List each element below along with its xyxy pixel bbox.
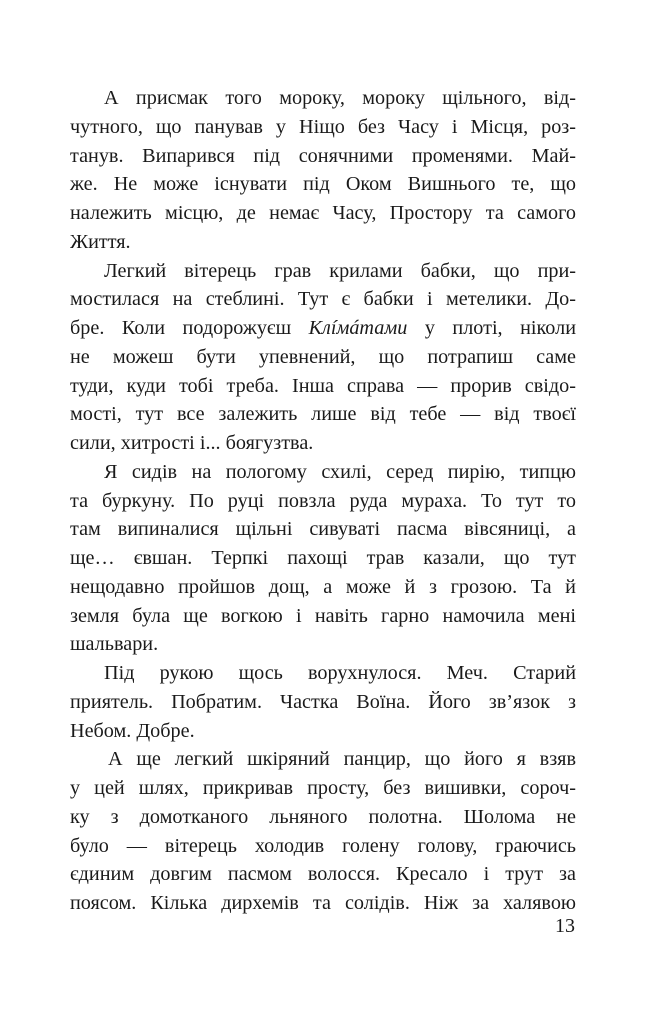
text-line xyxy=(70,774,576,803)
text-line xyxy=(70,400,576,429)
text-span: мості, тут все залежить лише від тебе — від твоєї xyxy=(70,403,576,426)
text-span: приятель. Побратим. Частка Воїна. Його зв’язок з xyxy=(70,690,576,713)
text-span: єдиним довгим пасмом волосся. Кресало і трут за xyxy=(70,863,576,886)
text-span: А ще легкий шкіряний панцир, що його я взяв xyxy=(108,748,576,771)
text-line xyxy=(70,372,576,401)
text-span: Легкий вітерець грав крилами бабки, що при- xyxy=(104,259,576,282)
text-line xyxy=(70,832,576,861)
text-line xyxy=(70,717,576,746)
text-line xyxy=(70,343,576,372)
text-line xyxy=(70,659,576,688)
body-text xyxy=(70,84,576,918)
text-line xyxy=(70,630,576,659)
text-span: у цей шлях, прикривав просту, без вишивки, сороч- xyxy=(70,777,576,799)
text-line xyxy=(70,429,576,458)
text-line xyxy=(70,573,576,602)
paragraph xyxy=(70,458,576,659)
text-span: земля була ще вогкою і навіть гарно намочила мені xyxy=(70,604,576,627)
text-span: нещодавно пройшов дощ, а може й з грозою. Та й xyxy=(70,575,576,598)
text-line xyxy=(70,602,576,631)
text-span: же. Не може існувати під Оком Вишнього те, що xyxy=(70,173,576,196)
text-span: чутного, що панував у Ніщо без Часу і Місця, роз- xyxy=(70,115,576,138)
text-span: Небом. Добре. xyxy=(70,719,195,742)
text-span: сили, хитрості і... боягузтва. xyxy=(70,432,314,454)
text-line xyxy=(70,487,576,516)
text-line xyxy=(70,515,576,544)
text-line xyxy=(70,199,576,228)
text-span: було — вітерець холодив голену голову, граючись xyxy=(70,834,576,857)
text-line xyxy=(70,285,576,314)
text-line xyxy=(70,257,576,286)
text-line xyxy=(70,688,576,717)
text-line xyxy=(70,803,576,832)
italic-term: Клíмáтами xyxy=(308,317,408,339)
text-span: Під рукою щось ворухнулося. Меч. Старий xyxy=(104,662,576,684)
text-line xyxy=(70,458,576,487)
text-span: ку з домотканого льняного полотна. Шолома не xyxy=(70,805,576,828)
text-span: не можеш бути упевнений, що потрапиш саме xyxy=(70,345,576,368)
text-span: там випиналися щільні сивуваті пасма вівсяниці, а xyxy=(70,518,576,541)
text-line xyxy=(70,170,576,199)
text-span: ще… євшан. Терпкі пахощі трав казали, що тут xyxy=(70,547,576,569)
text-span: шальвари. xyxy=(70,633,159,656)
text-span: та буркуну. По руці повзла руда мураха. То тут то xyxy=(70,489,576,512)
text-line xyxy=(70,745,576,774)
text-span: Я сидів на пологому схилі, серед пирію, типцю xyxy=(104,460,576,483)
text-line xyxy=(70,84,576,113)
text-span: мостилася на стеблині. Тут є бабки і метелики. До- xyxy=(70,288,576,311)
page-number: 13 xyxy=(555,915,575,937)
text-span: бре. Коли подорожуєш xyxy=(70,317,309,339)
text-span: у плоті, ніколи xyxy=(407,317,576,339)
text-span: поясом. Кілька дирхемів та солідів. Ніж за халявою xyxy=(70,892,576,914)
text-line xyxy=(70,314,576,343)
text-span: А присмак того мороку, мороку щільного, від- xyxy=(104,87,576,109)
paragraph xyxy=(70,84,576,257)
text-span: Життя. xyxy=(70,230,131,253)
text-span: належить місцю, де немає Часу, Простору та самого xyxy=(70,202,576,224)
text-line xyxy=(70,113,576,142)
text-line xyxy=(70,860,576,889)
text-span: танув. Випарився під сонячними променями. Май- xyxy=(70,144,576,167)
paragraph xyxy=(70,745,576,918)
text-line xyxy=(70,142,576,171)
text-line xyxy=(70,544,576,573)
text-line xyxy=(70,889,576,918)
paragraph xyxy=(70,257,576,458)
paragraph xyxy=(70,659,576,745)
text-line xyxy=(70,228,576,257)
text-span: туди, куди тобі треба. Інша справа — прорив свідо- xyxy=(70,374,576,397)
